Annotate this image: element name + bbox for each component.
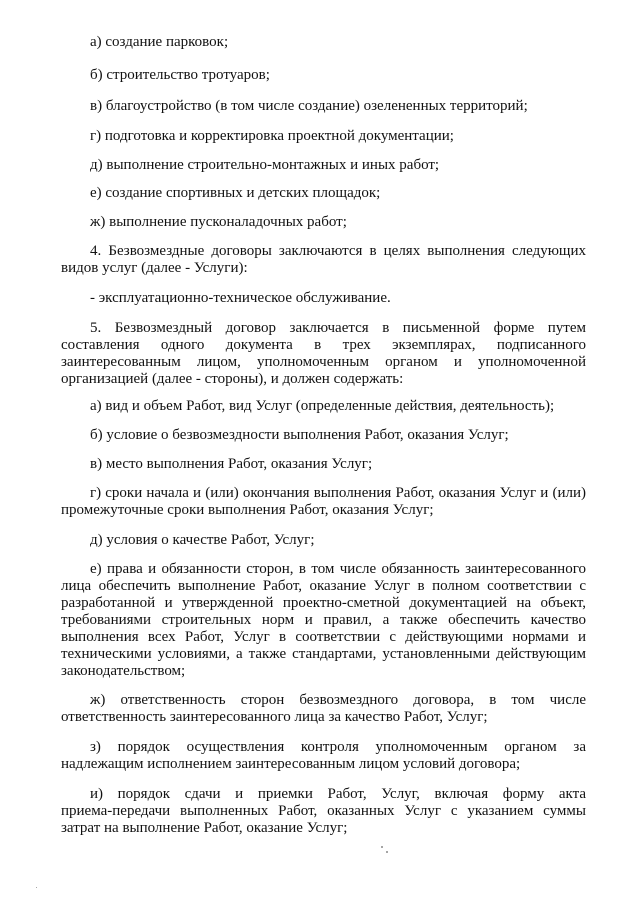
text-line: и) порядок сдачи и приемки Работ, Услуг, включая форму акта <box>90 786 586 802</box>
text-line: д) условия о качестве Работ, Услуг; <box>90 532 315 548</box>
text-line: лица обеспечить выполнение Работ, оказание Услуг в полном соответствии с <box>61 578 586 594</box>
text-line: г) подготовка и корректировка проектной документации; <box>90 128 454 144</box>
text-line: д) выполнение строительно-монтажных и иных работ; <box>90 157 440 173</box>
text-line: ж) выполнение пусконаладочных работ; <box>90 214 347 230</box>
text-line: составления одного документа в трех экземплярах, подписанного <box>61 337 586 353</box>
text-line: надлежащим исполнением заинтересованным лицом условий договора; <box>61 756 521 772</box>
text-line: затрат на выполнение Работ, оказание Услуг; <box>61 820 348 836</box>
text-line: 4. Безвозмездные договоры заключаются в целях выполнения следующих <box>90 243 586 259</box>
text-line: промежуточные сроки выполнения Работ, оказания Услуг; <box>61 502 434 518</box>
text-line: в) место выполнения Работ, оказания Услуг; <box>90 456 373 472</box>
list-item-zh <box>90 214 586 231</box>
text-line: выполнения всех Работ, Услуг в соответствии с действующими нормами и <box>61 629 586 645</box>
list-item-b <box>90 67 586 84</box>
text-line: з) порядок осуществления контроля уполномоченным органом за <box>90 739 586 755</box>
text-line: е) создание спортивных и детских площадок; <box>90 185 381 201</box>
text-line: требованиями строительных норм и правил, а также обеспечить качество <box>61 612 586 628</box>
scan-speck <box>386 851 388 853</box>
text-line: заинтересованным лицом, уполномоченным органом и уполномоченной <box>61 354 586 370</box>
scan-speck <box>381 846 383 848</box>
text-line: а) создание парковок; <box>90 34 229 50</box>
text-line: приема-передачи выполненных Работ, оказанных Услуг с указанием суммы <box>61 803 586 819</box>
text-line: б) условие о безвозмездности выполнения Работ, оказания Услуг; <box>90 427 509 443</box>
text-line: организацией (далее - стороны), и должен содержать: <box>61 371 404 387</box>
content-item-i <box>61 786 586 837</box>
text-line: техническими условиями, а также стандартами, установленными действующим <box>61 646 586 662</box>
content-item-g <box>61 485 586 519</box>
content-item-d <box>90 532 586 549</box>
list-item-d <box>90 157 586 174</box>
text-line: ответственность заинтересованного лица за качество Работ, Услуг; <box>61 709 488 725</box>
content-item-v <box>90 456 586 473</box>
text-line: разработанной и утвержденной проектно-сметной документацией на объект, <box>61 595 586 611</box>
text-line: ж) ответственность сторон безвозмездного договора, в том числе <box>90 692 586 708</box>
list-item-e <box>90 185 586 202</box>
paragraph-5 <box>61 320 586 388</box>
text-line: законодательством; <box>61 663 186 679</box>
text-line: в) благоустройство (в том числе создание) озелененных территорий; <box>90 98 528 114</box>
text-line: 5. Безвозмездный договор заключается в письменной форме путем <box>90 320 586 336</box>
service-item <box>90 290 586 307</box>
text-line: видов услуг (далее - Услуги): <box>61 260 248 276</box>
scan-speck <box>36 887 37 888</box>
content-item-zh <box>61 692 586 726</box>
list-item-g <box>90 128 586 145</box>
text-line: г) сроки начала и (или) окончания выполнения Работ, оказания Услуг и (или) <box>90 485 586 501</box>
content-item-e <box>61 561 586 680</box>
list-item-v <box>90 98 586 115</box>
content-item-b <box>90 427 586 444</box>
text-line: б) строительство тротуаров; <box>90 67 270 83</box>
list-item-a <box>90 34 586 51</box>
content-item-a <box>90 398 586 415</box>
paragraph-4 <box>61 243 586 277</box>
content-item-z <box>61 739 586 773</box>
text-line: а) вид и объем Работ, вид Услуг (определенные действия, деятельность); <box>90 398 555 414</box>
text-line: - эксплуатационно-техническое обслуживание. <box>90 290 391 306</box>
text-line: е) права и обязанности сторон, в том числе обязанность заинтересованного <box>90 561 586 577</box>
